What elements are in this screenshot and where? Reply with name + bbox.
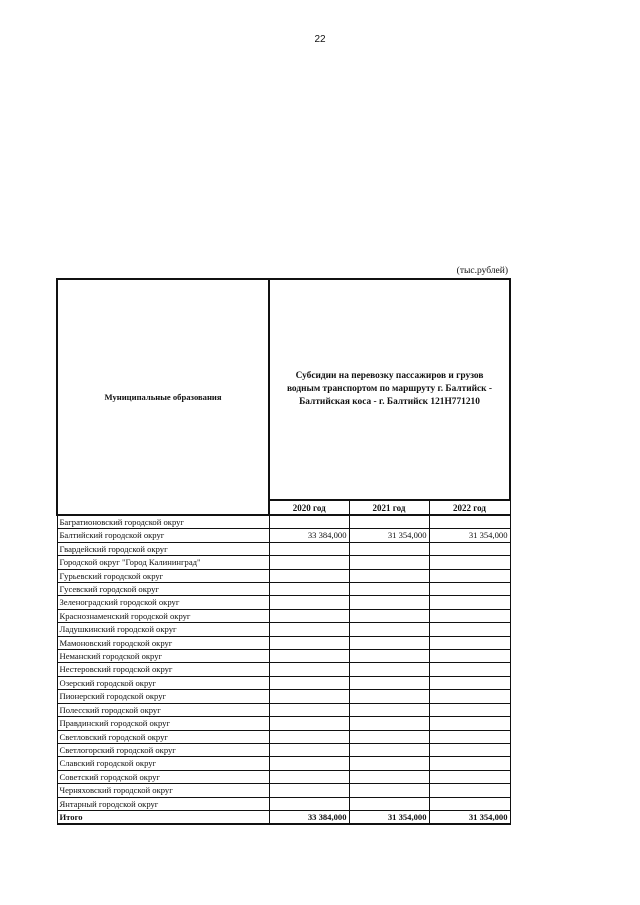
table-row [57,784,510,797]
value-2021 [349,690,429,703]
value-2021 [349,797,429,810]
table-row [57,623,510,636]
value-2021 [349,623,429,636]
value-2022 [429,542,510,555]
value-2021 [349,730,429,743]
table-row [57,515,510,529]
value-2020 [269,596,349,609]
municipality-name: Озерский городской округ [57,676,269,689]
value-2020 [269,623,349,636]
table-body [57,515,510,824]
value-2020 [269,690,349,703]
municipality-name: Светлогорский городской округ [57,743,269,756]
municipality-name: Нестеровский городской округ [57,663,269,676]
value-2021 [349,542,429,555]
table-row [57,743,510,756]
table-row [57,529,510,542]
value-2021 [349,583,429,596]
value-2022 [429,676,510,689]
value-2022 [429,636,510,649]
value-2020 [269,770,349,783]
value-2021 [349,596,429,609]
year-header-2022: 2022 год [429,500,510,515]
value-2021 [349,515,429,529]
total-row [57,810,510,824]
value-2020 [269,676,349,689]
municipality-name: Краснознаменский городской округ [57,609,269,622]
value-2021 [349,556,429,569]
value-2020 [269,663,349,676]
value-2020 [269,542,349,555]
value-2022 [429,609,510,622]
table-row [57,569,510,582]
municipality-name: Багратионовский городской округ [57,515,269,529]
value-2021 [349,784,429,797]
table-row [57,717,510,730]
municipality-name: Полесский городской округ [57,703,269,716]
value-2022 [429,743,510,756]
table-row [57,676,510,689]
value-2020 [269,556,349,569]
municipality-name: Светловский городской округ [57,730,269,743]
value-2021 [349,743,429,756]
municipality-name: Правдинский городской округ [57,717,269,730]
value-2020 [269,636,349,649]
value-2021 [349,663,429,676]
municipality-name: Итого [57,810,269,824]
municipality-name: Славский городской округ [57,757,269,770]
value-2022 [429,623,510,636]
municipality-name: Гурьевский городской округ [57,569,269,582]
table-row [57,596,510,609]
municipality-name: Мамоновский городской округ [57,636,269,649]
value-2020 [269,569,349,582]
municipality-name: Городской округ "Город Калининград" [57,556,269,569]
page-number: 22 [314,34,326,45]
table-row [57,583,510,596]
value-2021 [349,650,429,663]
table-row [57,556,510,569]
value-2020 [269,743,349,756]
table-row [57,542,510,555]
value-2020 [269,583,349,596]
value-2022: 31 354,000 [429,810,510,824]
value-2020 [269,703,349,716]
value-2022 [429,757,510,770]
year-header-2021: 2021 год [349,500,429,515]
table-row [57,797,510,810]
municipality-header: Муниципальные образования [57,279,269,515]
value-2022: 31 354,000 [429,529,510,542]
value-2020 [269,650,349,663]
value-2021 [349,717,429,730]
municipality-name: Советский городской округ [57,770,269,783]
municipality-name: Балтийский городской округ [57,529,269,542]
value-2020 [269,757,349,770]
subsidy-header: Субсидии на перевозку пассажиров и грузов водным транспортом по маршруту г. Балтийск - Балтийская коса - г. Балтийск 121Н771210 [269,279,510,500]
value-2022 [429,690,510,703]
municipality-name: Неманский городской округ [57,650,269,663]
value-2021 [349,636,429,649]
table-row [57,690,510,703]
municipality-name: Ладушкинский городской округ [57,623,269,636]
value-2022 [429,515,510,529]
table-row [57,636,510,649]
value-2021 [349,569,429,582]
value-2022 [429,717,510,730]
municipality-name: Гусевский городской округ [57,583,269,596]
value-2020 [269,797,349,810]
table-row [57,663,510,676]
value-2022 [429,663,510,676]
municipality-name: Черняховский городской округ [57,784,269,797]
table-row [57,730,510,743]
municipality-name: Янтарный городской округ [57,797,269,810]
table-row [57,757,510,770]
value-2022 [429,596,510,609]
value-2022 [429,556,510,569]
value-2020: 33 384,000 [269,810,349,824]
value-2022 [429,703,510,716]
table-row [57,703,510,716]
value-2020 [269,784,349,797]
table-row [57,770,510,783]
value-2022 [429,569,510,582]
year-header-2020: 2020 год [269,500,349,515]
value-2020 [269,717,349,730]
value-2020: 33 384,000 [269,529,349,542]
value-2021 [349,757,429,770]
municipality-name: Пионерский городской округ [57,690,269,703]
municipality-name: Гвардейский городской округ [57,542,269,555]
value-2020 [269,730,349,743]
table-row [57,650,510,663]
value-2020 [269,515,349,529]
value-2022 [429,583,510,596]
table-row [57,609,510,622]
subsidy-table [56,278,511,825]
value-2022 [429,797,510,810]
value-2022 [429,784,510,797]
value-2021 [349,676,429,689]
value-2020 [269,609,349,622]
value-2021 [349,609,429,622]
value-2021: 31 354,000 [349,529,429,542]
units-label: (тыс.рублей) [456,266,508,276]
value-2021 [349,703,429,716]
value-2022 [429,730,510,743]
value-2022 [429,650,510,663]
value-2022 [429,770,510,783]
value-2021: 31 354,000 [349,810,429,824]
municipality-name: Зеленоградский городской округ [57,596,269,609]
value-2021 [349,770,429,783]
